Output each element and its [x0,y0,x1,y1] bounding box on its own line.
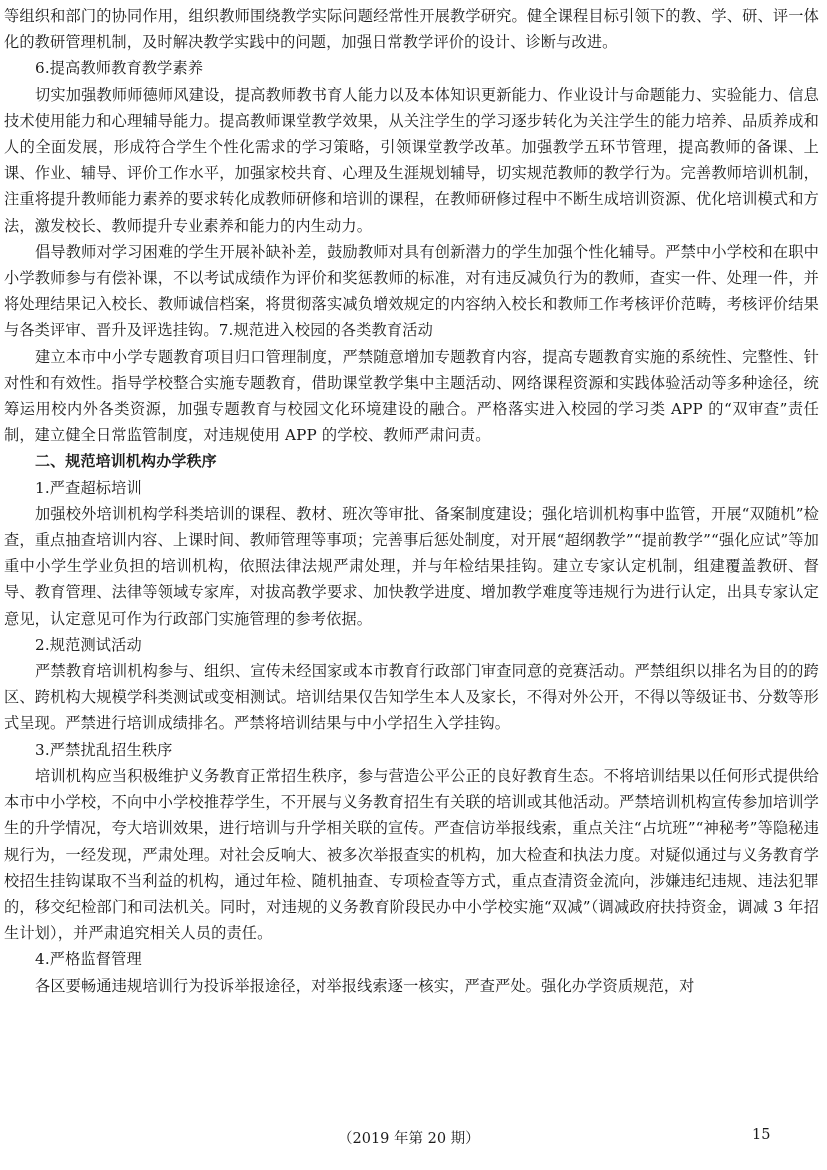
subheading-enrollment-order: 3.严禁扰乱招生秩序 [35,740,173,759]
paragraph-continuation: 等组织和部门的协同作用，组织教师围绕教学实际问题经常性开展教学研究。健全课程目标引领下的教、学、研、评一体化的教研管理机制，及时解决教学实践中的问题，加强日常教学评价的设计、诊断与改进。 [4,7,819,52]
article-body [4,3,819,999]
paragraph-teacher-ethics: 切实加强教师师德师风建设，提高教师教书育人能力以及本体知识更新能力、作业设计与命题能力、实验能力、信息技术使用能力和心理辅导能力。提高教师课堂教学效果，从关注学生的学习逐步转化为关注学生的能力培养、品质养成和人的全面发展，形成符合学生个性化需求的学习策略，引领课堂教学改革。加强教学五环节管理，提高教师的备课、上课、作业、辅导、评价工作水平，加强家校共育、心理及生涯规划辅导，切实规范教师的教学行为。完善教师培训机制，注重将提升教师能力素养的要求转化成教师研修和培训的课程，在教师研修过程中不断生成培训资源、优化培训模式和方法，激发校长、教师提升专业素养和能力的内生动力。 [4,85,819,235]
paragraph-testing-activities: 严禁教育培训机构参与、组织、宣传未经国家或本市教育行政部门审查同意的竞赛活动。严禁组织以排名为目的的跨区、跨机构大规模学科类测试或变相测试。培训结果仅告知学生本人及家长，不得对外公开，不得以等级证书、分数等形式呈现。严禁进行培训成绩排名。严禁将培训结果与中小学招生入学挂钩。 [4,662,819,733]
paragraph-overreach-training: 加强校外培训机构学科类培训的课程、教材、班次等审批、备案制度建设；强化培训机构事中监管，开展“双随机”检查，重点抽查培训内容、上课时间、教师管理等事项；完善事后惩处制度，对开展“超纲教学”“提前教学”“强化应试”等加重中小学生学业负担的培训机构，依照法律法规严肃处理，并与年检结果挂钩。建立专家认定机制，组建覆盖教研、督导、教育管理、法律等领域专家库，对拔高教学要求、加快教学进度、增加教学难度等违规行为进行认定，出具专家认定意见，认定意见可作为行政部门实施管理的参考依据。 [4,504,819,628]
paragraph-enrollment-order: 培训机构应当积极维护义务教育正常招生秩序，参与营造公平公正的良好教育生态。不将培训结果以任何形式提供给本市中小学校，不向中小学校推荐学生，不开展与义务教育招生有关联的培训或其他活动。严禁培训机构宣传参加培训学生的升学情况，夸大培训效果，进行培训与升学相关联的宣传。严查信访举报线索，重点关注“占坑班”“神秘考”等隐秘违规行为，一经发现，严肃处理。对社会反响大、被多次举报查实的机构，加大检查和执法力度。对疑似通过与义务教育学校招生挂钩谋取不当利益的机构，通过年检、随机抽查、专项检查等方式，重点查清资金流向，涉嫌违纪违规、违法犯罪的，移交纪检部门和司法机关。同时，对违规的义务教育阶段民办中小学校实施“双减”（调减政府扶持资金，调减 3 年招生计划），并严肃追究相关人员的责任。 [4,766,819,943]
subheading-supervision: 4.严格监督管理 [35,950,142,969]
paragraph-special-education: 建立本市中小学专题教育项目归口管理制度，严禁随意增加专题教育内容，提高专题教育实施的系统性、完整性、针对性和有效性。指导学校整合实施专题教育，借助课堂教学集中主题活动、网络课程资源和实践体验活动等多种途径，统筹运用校内外各类资源，加强专题教育与校园文化环境建设的融合。严格落实进入校园的学习类 APP 的“双审查”责任制，建立健全日常监管制度，对违规使用 APP 的学校、教师严肃问责。 [4,347,819,445]
page-footer [0,1127,827,1151]
section-heading-training-institutions: 二、规范培训机构办学秩序 [35,452,217,471]
subheading-testing-activities: 2.规范测试活动 [35,635,142,654]
paragraph-tutoring-guidance: 倡导教师对学习困难的学生开展补缺补差，鼓励教师对具有创新潜力的学生加强个性化辅导。严禁中小学校和在职中小学教师参与有偿补课，不以考试成绩作为评价和奖惩教师的标准，对有违反减负行为的教师，查实一件、处理一件，并将处理结果记入校长、教师诚信档案，将贯彻落实减负增效规定的内容纳入校长和教师工作考核评价范畴，考核评价结果与各类评审、晋升及评选挂钩。7.规范进入校园的各类教育活动 [4,242,819,340]
page-number: 15 [752,1127,771,1143]
subheading-teacher-quality: 6.提高教师教育教学素养 [35,59,204,78]
issue-label: （2019 年第 20 期） [338,1131,480,1147]
subheading-overreach-training: 1.严查超标培训 [35,478,142,497]
paragraph-supervision: 各区要畅通违规培训行为投诉举报途径，对举报线索逐一核实，严查严处。强化办学资质规范，对 [35,976,695,995]
